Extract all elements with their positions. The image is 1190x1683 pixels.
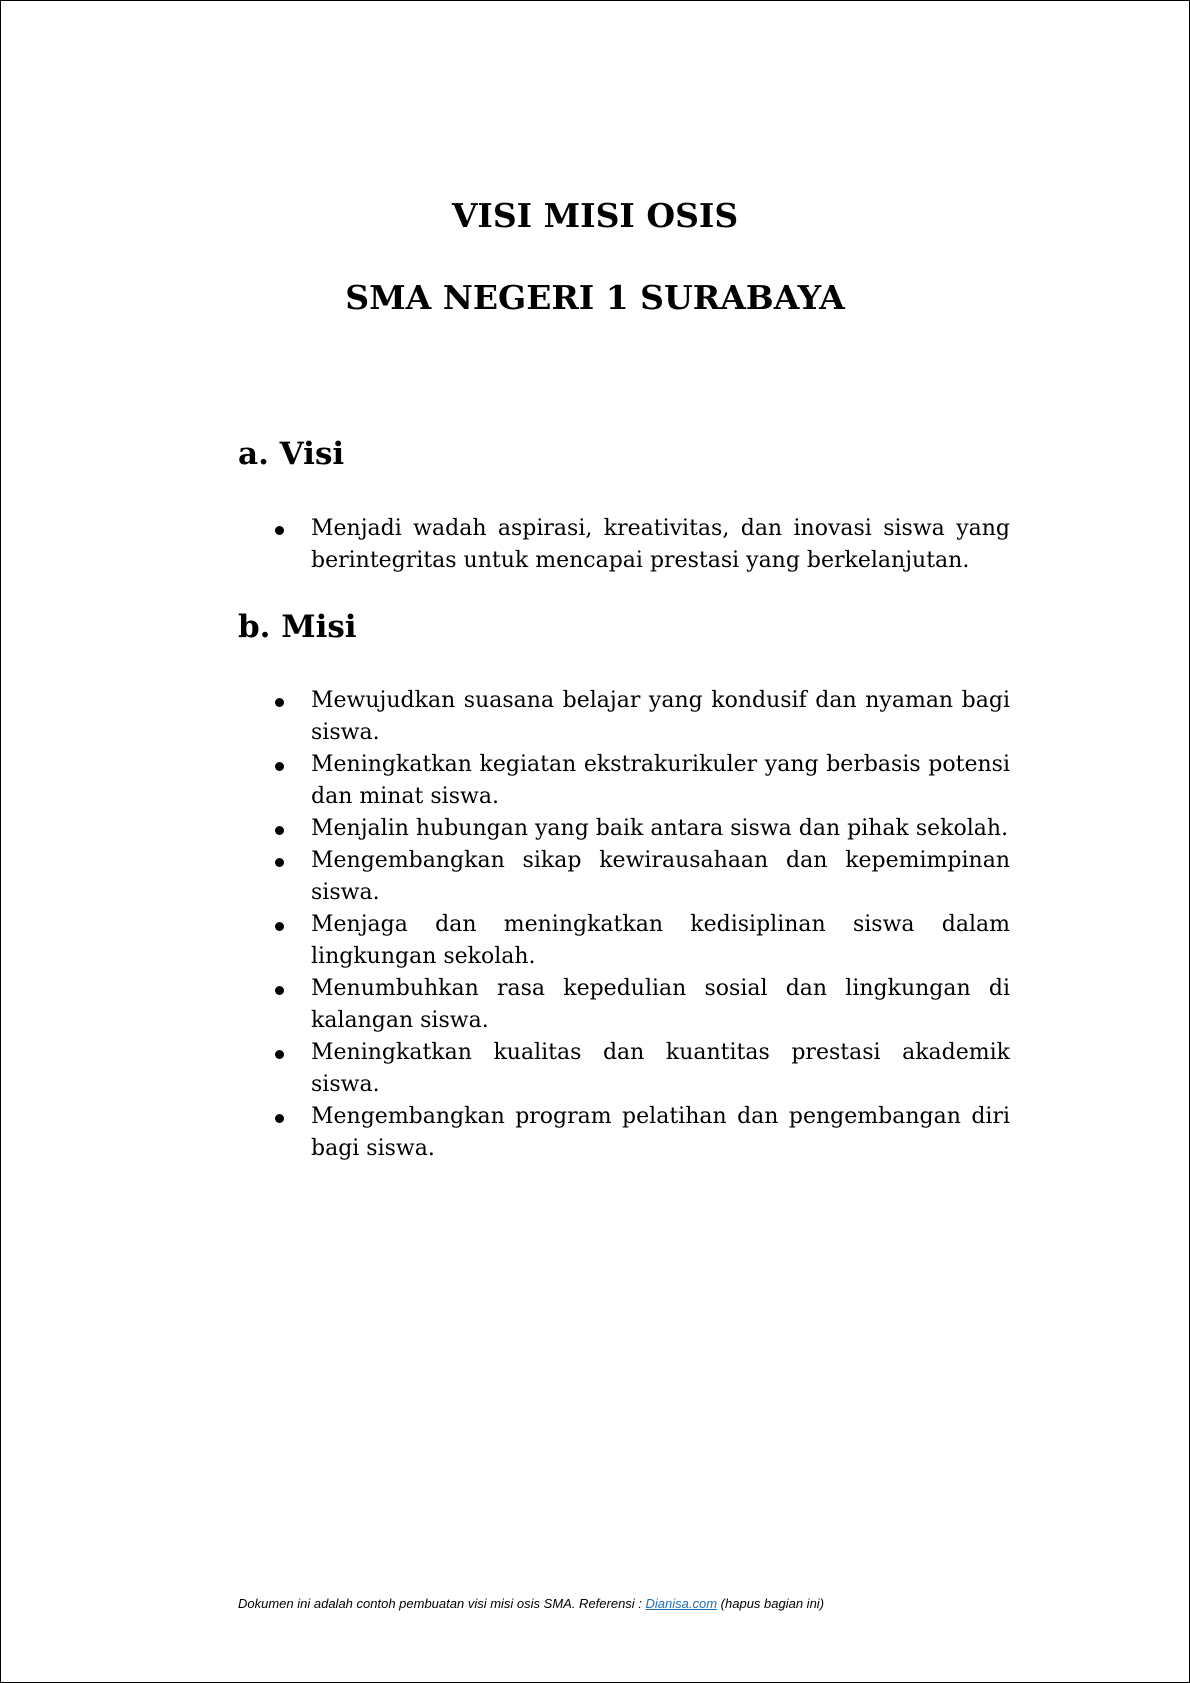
list-item-text: Menjalin hubungan yang baik antara siswa dan pihak sekolah. <box>311 816 1009 841</box>
bullet-icon <box>275 922 284 931</box>
misi-list <box>238 685 1010 1165</box>
bullet-icon <box>275 1114 284 1123</box>
list-item-text: Menjaga dan meningkatkan kedisiplinan siswa dalam lingkungan sekolah. <box>311 912 1010 969</box>
list-item <box>238 1101 1010 1165</box>
bullet-icon <box>275 858 284 867</box>
list-item <box>238 973 1010 1037</box>
list-item <box>238 909 1010 973</box>
bullet-icon <box>275 762 284 771</box>
list-item-text: Menumbuhkan rasa kepedulian sosial dan lingkungan di kalangan siswa. <box>311 976 1010 1033</box>
list-item <box>238 845 1010 909</box>
footer-note <box>238 1596 824 1611</box>
list-item-text: Mengembangkan sikap kewirausahaan dan kepemimpinan siswa. <box>311 848 1010 905</box>
list-item-text: Mengembangkan program pelatihan dan pengembangan diri bagi siswa. <box>311 1104 1010 1161</box>
document-subtitle: SMA NEGERI 1 SURABAYA <box>345 278 845 317</box>
misi-heading: b. Misi <box>238 609 357 645</box>
list-item-text: Mewujudkan suasana belajar yang kondusif dan nyaman bagi siswa. <box>311 688 1010 745</box>
bullet-icon <box>275 1050 284 1059</box>
bullet-icon <box>275 698 284 707</box>
visi-list <box>238 513 1010 577</box>
list-item <box>238 513 1010 577</box>
bullet-icon <box>275 986 284 995</box>
reference-link[interactable]: Dianisa.com <box>645 1596 718 1611</box>
bullet-icon <box>275 526 284 535</box>
list-item-text: Menjadi wadah aspirasi, kreativitas, dan inovasi siswa yang berintegritas untuk mencapai prestasi yang berkelanjutan. <box>311 516 1010 573</box>
list-item <box>238 749 1010 813</box>
footer-text-after: (hapus bagian ini) <box>717 1596 825 1611</box>
list-item <box>238 1037 1010 1101</box>
document-title: VISI MISI OSIS <box>451 196 739 235</box>
list-item-text: Meningkatkan kegiatan ekstrakurikuler yang berbasis potensi dan minat siswa. <box>311 752 1010 809</box>
list-item <box>238 813 1010 845</box>
list-item-text: Meningkatkan kualitas dan kuantitas prestasi akademik siswa. <box>311 1040 1010 1097</box>
list-item <box>238 685 1010 749</box>
visi-heading: a. Visi <box>238 436 345 472</box>
footer-text-before: Dokumen ini adalah contoh pembuatan visi misi osis SMA. Referensi : <box>238 1596 646 1611</box>
bullet-icon <box>275 826 284 835</box>
